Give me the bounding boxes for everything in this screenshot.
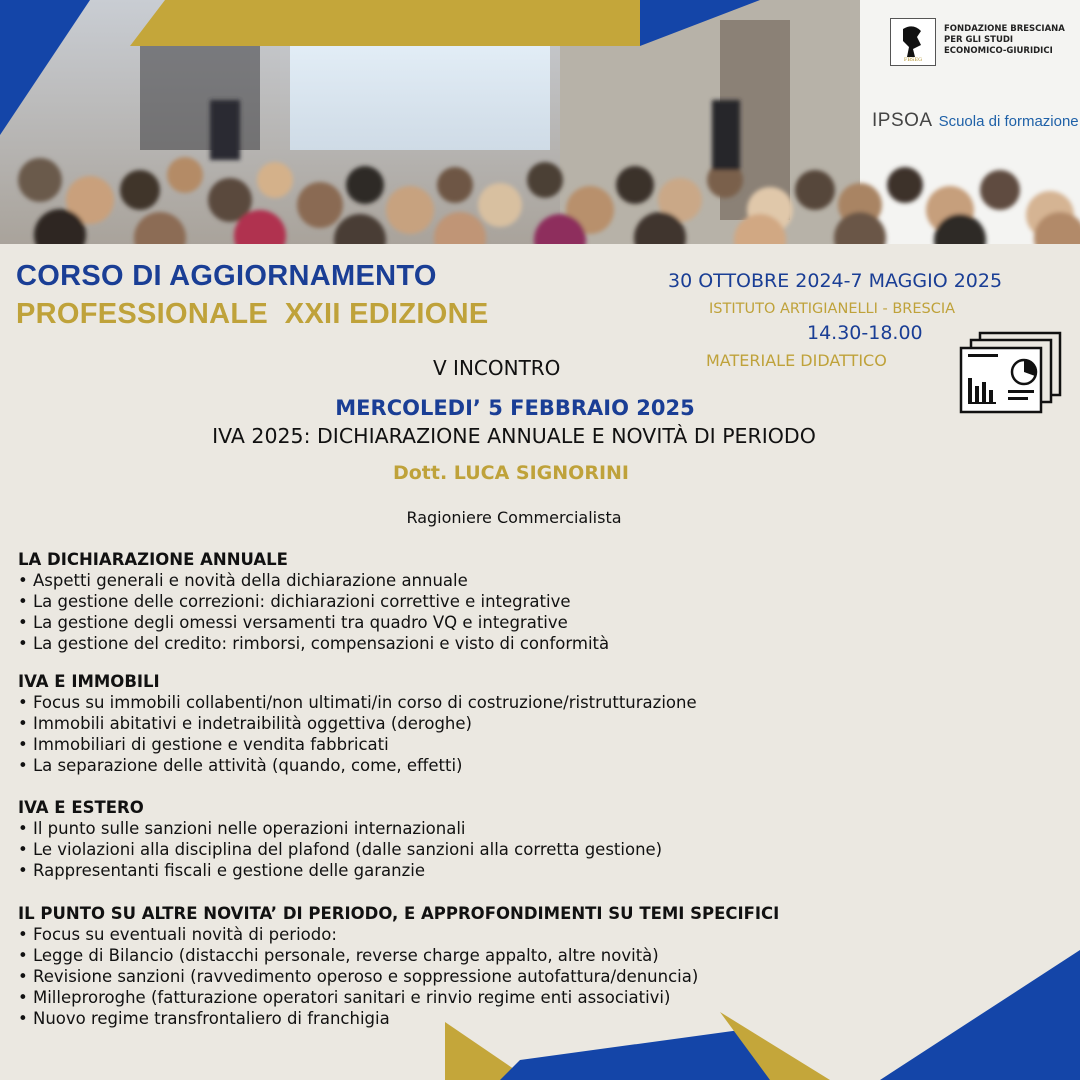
list-item: • Focus su eventuali novità di periodo: xyxy=(18,924,1068,945)
list-item: • Focus su immobili collabenti/non ultimati/in corso di costruzione/ristrutturazione xyxy=(18,692,1068,713)
foundation-name-line3: ECONOMICO-GIURIDICI xyxy=(944,46,1053,56)
list-item: • La gestione del credito: rimborsi, compensazioni e visto di conformità xyxy=(18,633,1068,654)
session-topic: IVA 2025: DICHIARAZIONE ANNUALE E NOVITÀ DI PERIODO xyxy=(212,424,816,448)
speaker-role: Ragioniere Commercialista xyxy=(406,508,622,527)
ipsoa-brand: IPSOA xyxy=(872,110,933,131)
list-item: • Immobiliari di gestione e vendita fabbricati xyxy=(18,734,1068,755)
session-number: V INCONTRO xyxy=(433,356,561,380)
foundation-name-line2: PER GLI STUDI xyxy=(944,35,1014,45)
course-title-line1: CORSO DI AGGIORNAMENTO xyxy=(16,260,437,292)
course-material: MATERIALE DIDATTICO xyxy=(706,351,887,370)
list-item: • Aspetti generali e novità della dichiarazione annuale xyxy=(18,570,1068,591)
svg-text:FBSEG: FBSEG xyxy=(903,57,923,63)
course-hours: 14.30-18.00 xyxy=(807,322,923,344)
speaker-name: Dott. LUCA SIGNORINI xyxy=(392,462,629,484)
list-item: • Immobili abitativi e indetraibilità oggettiva (deroghe) xyxy=(18,713,1068,734)
ipsoa-tagline: Scuola di formazione xyxy=(938,113,1079,130)
course-location: ISTITUTO ARTIGIANELLI - BRESCIA xyxy=(709,301,956,317)
list-item: • Il punto sulle sanzioni nelle operazioni internazionali xyxy=(18,818,1068,839)
session-date: MERCOLEDI’ 5 FEBBRAIO 2025 xyxy=(335,396,695,420)
list-item: • La gestione degli omessi versamenti tra quadro VQ e integrative xyxy=(18,612,1068,633)
section-heading: IL PUNTO SU ALTRE NOVITA’ DI PERIODO, E APPROFONDIMENTI SU TEMI SPECIFICI xyxy=(18,904,780,923)
section-heading: IVA E ESTERO xyxy=(18,798,144,817)
list-item: • Legge di Bilancio (distacchi personale, reverse charge appalto, altre novità) xyxy=(18,945,1068,966)
section-heading: LA DICHIARAZIONE ANNUALE xyxy=(18,550,288,569)
list-item: • Milleproroghe (fatturazione operatori sanitari e rinvio regime enti associativi) xyxy=(18,987,1068,1008)
course-dates: 30 OTTOBRE 2024-7 MAGGIO 2025 xyxy=(668,270,1003,292)
list-item: • La separazione delle attività (quando, come, effetti) xyxy=(18,755,1068,776)
list-item: • Nuovo regime transfrontaliero di franchigia xyxy=(18,1008,1068,1029)
foundation-name-line1: FONDAZIONE BRESCIANA xyxy=(944,24,1065,34)
list-item: • La gestione delle correzioni: dichiarazioni correttive e integrative xyxy=(18,591,1068,612)
list-item: • Revisione sanzioni (ravvedimento operoso e soppressione autofattura/denuncia) xyxy=(18,966,1068,987)
list-item: • Rappresentanti fiscali e gestione delle garanzie xyxy=(18,860,1068,881)
course-title-line2: PROFESSIONALE XXII EDIZIONE xyxy=(16,298,489,330)
section-heading: IVA E IMMOBILI xyxy=(18,672,160,691)
list-item: • Le violazioni alla disciplina del plafond (dalle sanzioni alla corretta gestione) xyxy=(18,839,1068,860)
